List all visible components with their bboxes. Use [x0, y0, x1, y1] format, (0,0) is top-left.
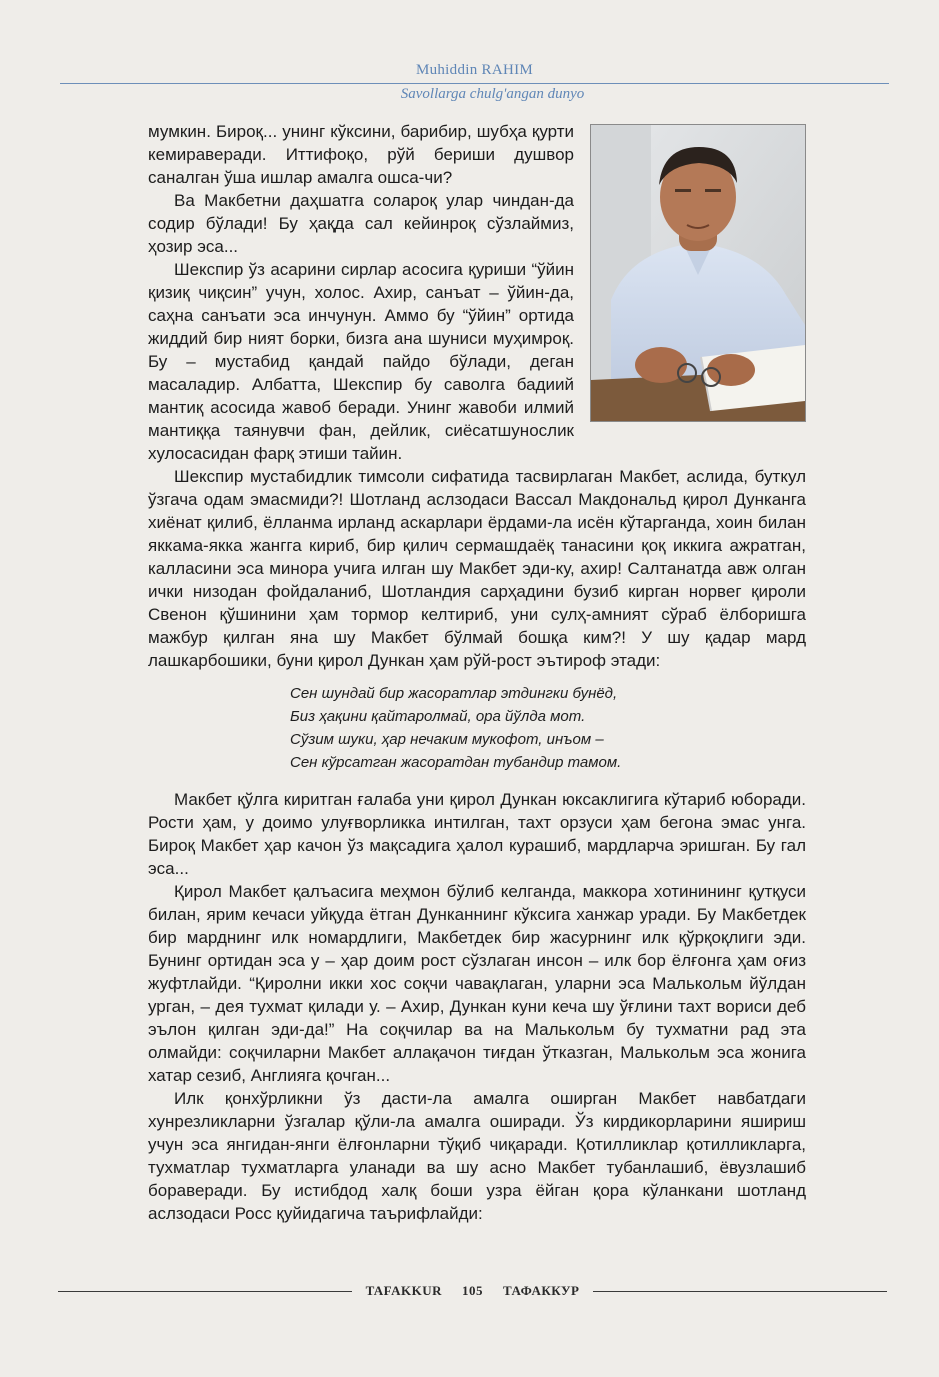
- header-title: Savollarga chulg'angan dunyo: [400, 86, 585, 102]
- paragraph-2: Ва Макбетни даҳшатга солароқ улар чиндан-да содир бўлади! Бу ҳақда сал кейинроқ сўзлаймиз, ҳозир эса...: [148, 191, 574, 256]
- verse-quote: [290, 682, 806, 774]
- running-header: [60, 62, 889, 103]
- page-number: 105: [462, 1283, 484, 1298]
- footer-magazine-latin: TAFAKKUR: [365, 1283, 443, 1298]
- footer-rule-left: [58, 1291, 352, 1292]
- paragraph-5: Макбет қўлга киритган ғалаба уни қирол Дункан юксаклигига кўтариб юборади. Рости ҳам, у доимо улуғворликка интилган, тахт орзуси ҳам бегона эмас унга. Бироқ Макбет ҳар качон ўз мақсадига ҳалол курашиб, мардларча эришган. Бу гал эса...: [148, 790, 806, 878]
- author-portrait-image: [591, 125, 805, 421]
- paragraph-4: Шекспир мустабидлик тимсоли сифатида тасвирлаган Макбет, аслида, буткул ўзгача одам эмасмиди?! Шотланд аслзодаси Вассал Макдональд қирол Дунканга хиёнат қилиб, ёлланма ирланд аскарлари ёрдами-ла исён кўтарганда, хоин билан яккама-якка жангга кириб, бир қилич сермашдаёқ танасини қоқ иккига ажратган, калласини эса минора учига илган шу Макбет эди-ку, ахир! Салтанатда авж олган ички низодан фойдаланиб, Шотландия сарҳадини бузиб кирган норвег қироли Свенон қўшинини ҳам тормор келтириб, уни сулҳ-амният сўраб ёлборишга мажбур қилган яна шу Макбет бўлмай бошқа ким?! У шу қадар мард лашкарбошики, буни қирол Дункан ҳам рўй-рост эътироф этади:: [148, 467, 806, 670]
- footer-rule-right: [593, 1291, 887, 1292]
- verse-line: Сен шундай бир жасоратлар этдингки бунёд,: [290, 685, 618, 702]
- paragraph-1: мумкин. Бироқ... унинг кўксини, барибир, шубҳа қурти кемираверади. Иттифоқо, рўй бериши душвор саналган ўша ишлар амалга ошса-чи?: [148, 122, 574, 187]
- author-photo: [590, 124, 806, 422]
- verse-line: Сўзим шуки, ҳар нечаким мукофот, инъом –: [290, 731, 604, 748]
- paragraph-7: Илк қонхўрликни ўз дасти-ла амалга оширган Макбет навбатдаги хунрезликларни ўзгалар қўли-ла амалга оширади. Ўз кирдикорларини яшириш учун эса янгидан-янги ёлғонларни тўқиб чиқаради. Қотилликлар қотилликларга, тухматлар тухматларга уланади ва шу асно Макбет тубанлашиб, ёвузлашиб бораверади. Бу истибдод халқ боши узра ёйган қора кўланкани шотланд аслзодаси Росс қуйидагича таърифлайди:: [148, 1089, 806, 1223]
- verse-line: Биз ҳақини қайтаролмай, ора йўлда мот.: [290, 708, 586, 725]
- footer-magazine-cyrillic: ТАФАККУР: [503, 1283, 580, 1298]
- article-body: [148, 120, 806, 1225]
- header-rule: [60, 83, 889, 84]
- header-author: Muhiddin RAHIM: [415, 62, 534, 78]
- paragraph-6: Қирол Макбет қалъасига меҳмон бўлиб келганда, маккора хотинининг қутқуси билан, ярим кечаси уйқуда ётган Дунканнинг кўксига ханжар уради. Бу Макбетдек бир марднинг илк номардлиги, Макбетдек бир жасурнинг илк қўрқоқлиги эди. Бунинг ортидан эса у – ҳар доим рост сўзлаган инсон – илк бор ёлғонга ҳам оғиз жуфтлайди. “Қиролни икки хос соқчи чавақлаган, уларни эса Малькольм йўлдан урган, – дея тухмат қилади у. – Ахир, Дункан куни кеча шу ўғлини тахт вориси деб эълон қилган эди-да!” На соқчилар ва на Малькольм бу тухматни рад эта олмайди: соқчиларни Макбет аллақачон тиғдан ўтказган, Малькольм эса жонига хатар сезиб, Англияга қочган...: [148, 882, 806, 1085]
- paragraph-3: Шекспир ўз асарини сирлар асосига қуриши “ўйин қизиқ чиқсин” учун, холос. Ахир, санъат – ўйин-да, саҳна санъати эса инчунун. Аммо бу “ўйин” ортида жиддий бир ният борки, бизга ана шуниси муҳимроқ. Бу – мустабид қандай пайдо бўлади, деган масаладир. Албатта, Шекспир бу саволга бадиий мантиқ асосида жавоб беради. Унинг жавоби илмий мантиққа таянувчи фан, дейлик, сиёсатшунослик хулосасидан фарқ этиши тайин.: [148, 260, 574, 463]
- verse-line: Сен кўрсатган жасоратдан тубандир тамом.: [290, 754, 622, 771]
- running-footer: [58, 1283, 887, 1299]
